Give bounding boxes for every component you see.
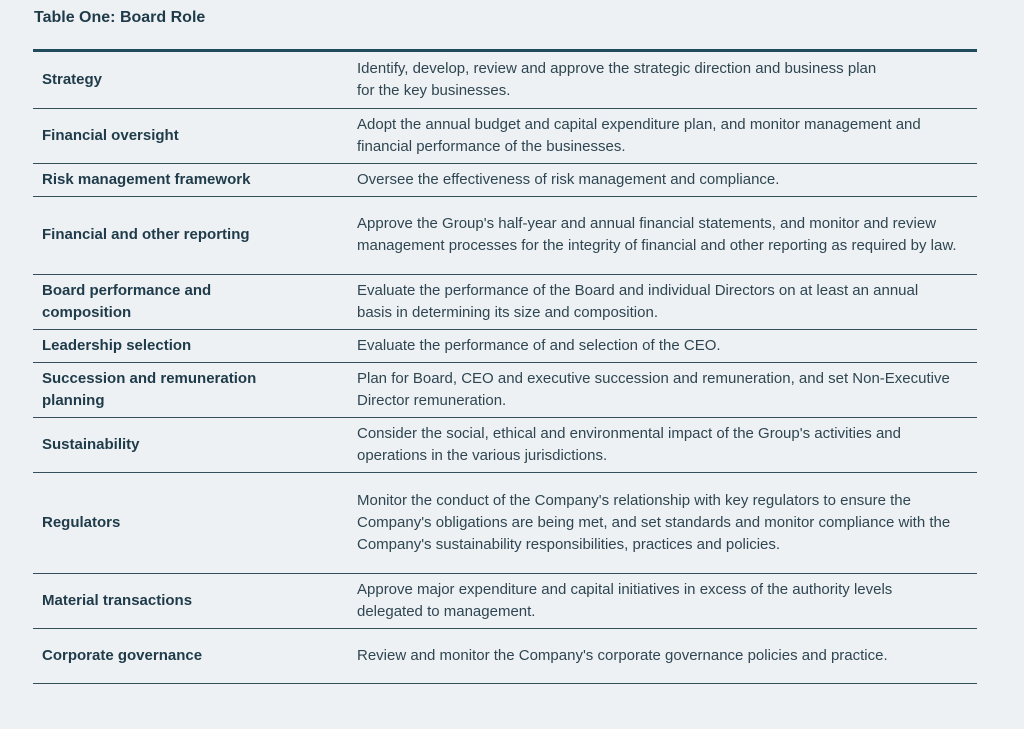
description-cell: Review and monitor the Company's corporate governance policies and practice. [347,628,977,683]
description-cell: Evaluate the performance of and selection of the CEO. [347,329,977,362]
table-row [33,163,977,196]
role-cell: Financial oversight [33,108,347,163]
table-row [33,196,977,274]
table-title: Table One: Board Role [34,9,206,26]
role-cell: Risk management framework [33,163,347,196]
table-row [33,573,977,628]
table-row [33,472,977,573]
description-cell: Approve the Group's half-year and annual financial statements, and monitor and review management processes for the integrity of financial and other reporting as required by law. [347,196,977,274]
role-cell: Regulators [33,472,347,573]
role-cell: Sustainability [33,417,347,472]
table-row [33,417,977,472]
role-cell: Strategy [33,52,347,108]
description-cell: Approve major expenditure and capital initiatives in excess of the authority levels delegated to management. [347,573,977,628]
role-cell: Succession and remuneration planning [33,362,347,417]
table-row [33,274,977,329]
role-cell: Corporate governance [33,628,347,683]
description-cell: Adopt the annual budget and capital expenditure plan, and monitor management and financial performance of the businesses. [347,108,977,163]
board-role-table [33,49,977,684]
description-cell: Identify, develop, review and approve the strategic direction and business plan for the key businesses. [347,52,977,108]
table-row [33,329,977,362]
table-row [33,628,977,683]
role-cell: Financial and other reporting [33,196,347,274]
role-cell: Leadership selection [33,329,347,362]
description-cell: Oversee the effectiveness of risk management and compliance. [347,163,977,196]
table-row [33,108,977,163]
description-cell: Plan for Board, CEO and executive succession and remuneration, and set Non-Executive Director remuneration. [347,362,977,417]
description-cell: Consider the social, ethical and environmental impact of the Group's activities and operations in the various jurisdictions. [347,417,977,472]
role-cell: Material transactions [33,573,347,628]
description-cell: Monitor the conduct of the Company's relationship with key regulators to ensure the Company's obligations are being met, and set standards and monitor compliance with the Company's sustainability responsibilities, practices and policies. [347,472,977,573]
role-cell: Board performance and composition [33,274,347,329]
description-cell: Evaluate the performance of the Board and individual Directors on at least an annual basis in determining its size and composition. [347,274,977,329]
table-row [33,362,977,417]
table-row [33,52,977,108]
